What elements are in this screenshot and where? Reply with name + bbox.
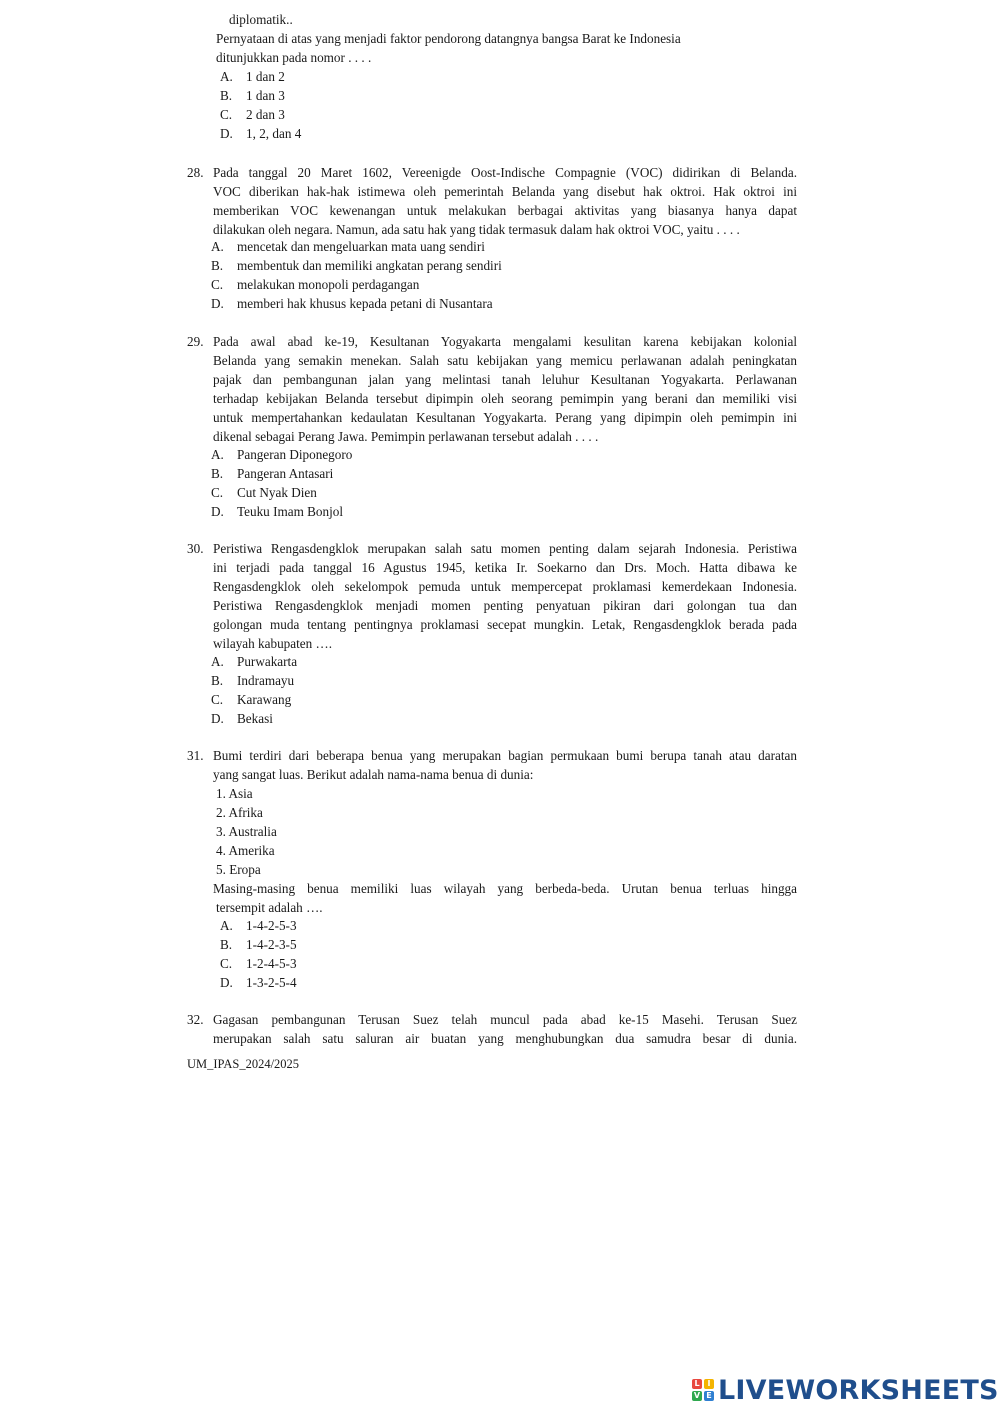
- question-30-line: wilayah kabupaten ….: [213, 636, 333, 651]
- option-letter: D.: [220, 126, 233, 141]
- question-29-option-b[interactable]: [211, 464, 333, 483]
- option-text: Pangeran Antasari: [237, 466, 334, 481]
- question-31-line: Masing-masing benua memiliki luas wilayah yang berbeda-beda. Urutan benua terluas hingga: [213, 881, 797, 896]
- option-letter: D.: [211, 711, 224, 726]
- option-text: Cut Nyak Dien: [237, 485, 317, 500]
- question-32-line: merupakan salah satu saluran air buatan yang menghubungkan dua samudra besar di dunia.: [213, 1031, 797, 1046]
- question-30-line: ini terjadi pada tanggal 16 Agustus 1945, ketika Ir. Soekarno dan Drs. Moch. Hatta dibawa ke: [213, 560, 797, 575]
- question-29-line: dikenal sebagai Perang Jawa. Pemimpin perlawanan tersebut adalah . . . .: [213, 429, 599, 444]
- question-30-option-c[interactable]: [211, 690, 291, 709]
- liveworksheets-logo[interactable]: [692, 1374, 999, 1406]
- question-30-line: Peristiwa Rengasdengklok merupakan salah satu momen penting dalam sejarah Indonesia. Peristiwa: [213, 541, 797, 556]
- option-letter: D.: [211, 296, 224, 311]
- option-letter: C.: [220, 107, 233, 122]
- option-text: Indramayu: [237, 673, 295, 688]
- option-text: 2 dan 3: [246, 107, 285, 122]
- question-31-option-a[interactable]: [220, 916, 297, 935]
- option-letter: B.: [220, 937, 233, 952]
- option-letter: C.: [211, 277, 224, 292]
- option-text: membentuk dan memiliki angkatan perang sendiri: [237, 258, 502, 273]
- question-29-option-c[interactable]: [211, 483, 317, 502]
- question-30-option-b[interactable]: [211, 671, 294, 690]
- question-28-option-c[interactable]: [211, 275, 419, 294]
- continent-list-item: 2. Afrika: [216, 805, 263, 820]
- question-28-line: memberikan VOC kewenangan untuk melakukan berbagai aktivitas yang biasanya hanya dapat: [213, 203, 797, 218]
- question-32-number: 32.: [187, 1012, 204, 1027]
- intro-line-2: ditunjukkan pada nomor . . . .: [216, 50, 372, 65]
- question-28-line: dilakukan oleh negara. Namun, ada satu hak yang tidak termasuk dalam hak oktroi VOC, yaitu . . . .: [213, 222, 740, 237]
- option-text: 1-2-4-5-3: [246, 956, 297, 971]
- option-text: melakukan monopoli perdagangan: [237, 277, 420, 292]
- intro-option-b[interactable]: [220, 86, 285, 105]
- continent-list-item: 5. Eropa: [216, 862, 261, 877]
- option-text: Karawang: [237, 692, 292, 707]
- question-28-line: VOC diberikan hak-hak istimewa oleh pemerintah Belanda yang disebut hak oktroi. Hak oktroi ini: [213, 184, 797, 199]
- continent-list-item: 1. Asia: [216, 786, 253, 801]
- option-text: mencetak dan mengeluarkan mata uang sendiri: [237, 239, 485, 254]
- continent-list-item: 4. Amerika: [216, 843, 275, 858]
- logo-tile-i: I: [704, 1379, 714, 1389]
- question-28-line: Pada tanggal 20 Maret 1602, Vereenigde Oost-Indische Compagnie (VOC) didirikan di Belanda.: [213, 165, 797, 180]
- question-31-option-b[interactable]: [220, 935, 297, 954]
- option-letter: A.: [211, 447, 224, 462]
- option-text: 1-3-2-5-4: [246, 975, 297, 990]
- page-footer: UM_IPAS_2024/2025: [187, 1057, 300, 1071]
- option-letter: B.: [211, 466, 224, 481]
- option-letter: B.: [211, 258, 224, 273]
- question-31-line: yang sangat luas. Berikut adalah nama-nama benua di dunia:: [213, 767, 534, 782]
- option-letter: A.: [211, 239, 224, 254]
- option-letter: D.: [220, 975, 233, 990]
- question-29-line: Pada awal abad ke-19, Kesultanan Yogyakarta mengalami kesulitan karena kebijakan kolonial: [213, 334, 797, 349]
- intro-option-d[interactable]: [220, 124, 301, 143]
- option-letter: B.: [211, 673, 224, 688]
- option-letter: C.: [220, 956, 233, 971]
- question-29-number: 29.: [187, 334, 204, 349]
- option-letter: D.: [211, 504, 224, 519]
- intro-option-c[interactable]: [220, 105, 285, 124]
- question-28-number: 28.: [187, 165, 204, 180]
- option-text: 1 dan 3: [246, 88, 285, 103]
- option-text: Pangeran Diponegoro: [237, 447, 353, 462]
- question-30-option-d[interactable]: [211, 709, 273, 728]
- question-28-option-d[interactable]: [211, 294, 493, 313]
- intro-line-1: Pernyataan di atas yang menjadi faktor pendorong datangnya bangsa Barat ke Indonesia: [216, 31, 681, 46]
- question-31-number: 31.: [187, 748, 204, 763]
- question-30-line: golongan muda tentang pentingnya proklamasi secepat mungkin. Letak, Rengasdengklok berada pada: [213, 617, 797, 632]
- option-text: Bekasi: [237, 711, 273, 726]
- question-30-line: Peristiwa Rengasdengklok menjadi momen penting penyatuan pikiran dari golongan tua dan: [213, 598, 797, 613]
- continent-list-item: 3. Australia: [216, 824, 277, 839]
- logo-tile-e: E: [704, 1391, 714, 1401]
- question-28-option-b[interactable]: [211, 256, 502, 275]
- question-31-line: tersempit adalah ….: [216, 900, 323, 915]
- option-letter: A.: [220, 69, 233, 84]
- option-text: 1-4-2-3-5: [246, 937, 297, 952]
- option-text: Teuku Imam Bonjol: [237, 504, 344, 519]
- liveworksheets-wordmark: LIVEWORKSHEETS: [718, 1374, 999, 1406]
- question-30-option-a[interactable]: [211, 652, 297, 671]
- intro-line-0: diplomatik..: [229, 12, 293, 27]
- question-29-line: terhadap kebijakan Belanda tersebut dipimpin oleh seorang pemimpin yang berani dan memiliki visi: [213, 391, 797, 406]
- question-31-option-c[interactable]: [220, 954, 297, 973]
- option-letter: B.: [220, 88, 233, 103]
- question-30-line: Rengasdengklok oleh sekelompok pemuda untuk mempercepat proklamasi kemerdekaan Indonesia.: [213, 579, 797, 594]
- question-29-option-a[interactable]: [211, 445, 352, 464]
- question-32-line: Gagasan pembangunan Terusan Suez telah muncul pada abad ke-15 Masehi. Terusan Suez: [213, 1012, 797, 1027]
- option-text: 1-4-2-5-3: [246, 918, 297, 933]
- question-29-line: Belanda yang semakin menekan. Salah satu kebijakan yang memicu perlawanan adalah peningkatan: [213, 353, 797, 368]
- question-28-option-a[interactable]: [211, 237, 485, 256]
- option-text: Purwakarta: [237, 654, 298, 669]
- question-29-option-d[interactable]: [211, 502, 343, 521]
- option-letter: A.: [220, 918, 233, 933]
- question-30-number: 30.: [187, 541, 204, 556]
- option-text: memberi hak khusus kepada petani di Nusantara: [237, 296, 493, 311]
- logo-tile-l: L: [692, 1379, 702, 1389]
- option-text: 1 dan 2: [246, 69, 285, 84]
- option-letter: C.: [211, 692, 224, 707]
- option-letter: C.: [211, 485, 224, 500]
- intro-option-a[interactable]: [220, 67, 285, 86]
- liveworksheets-icon: [692, 1379, 714, 1401]
- question-29-line: untuk mempertahankan kedaulatan Kesultanan Yogyakarta. Perang yang dipimpin oleh pemimpin ini: [213, 410, 797, 425]
- question-31-line: Bumi terdiri dari beberapa benua yang merupakan bagian permukaan bumi berupa tanah atau daratan: [213, 748, 797, 763]
- option-letter: A.: [211, 654, 224, 669]
- logo-tile-v: V: [693, 1391, 701, 1400]
- question-31-option-d[interactable]: [220, 973, 297, 992]
- option-text: 1, 2, dan 4: [246, 126, 302, 141]
- question-29-line: pajak dan pembangunan jalan yang melintasi tanah leluhur Kesultanan Yogyakarta. Perlawanan: [213, 372, 797, 387]
